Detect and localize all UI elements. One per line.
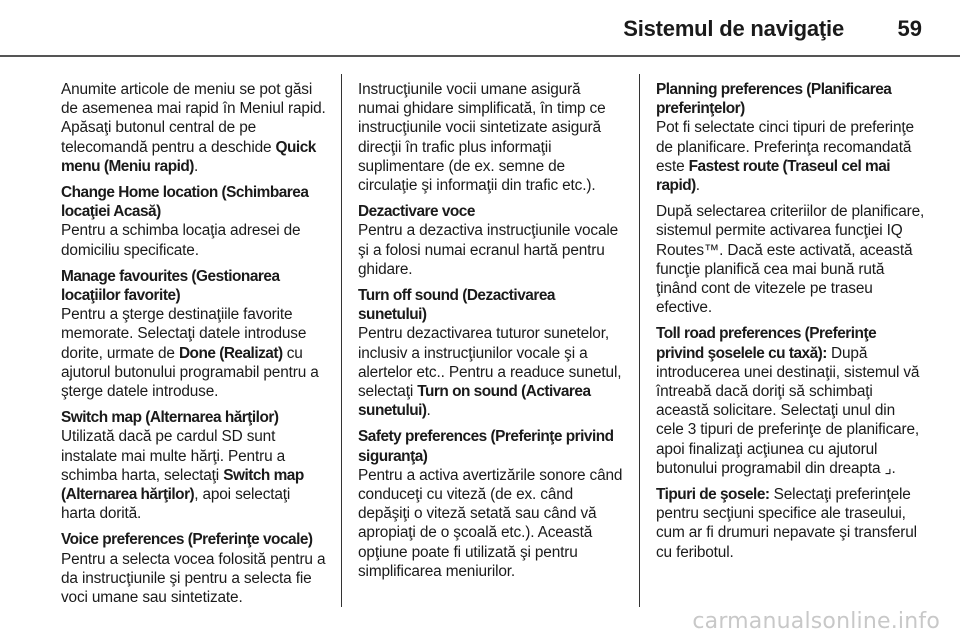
section-turn-off-sound: Turn off sound (Dezactivarea sunetului) Pentru dezactivarea tuturor sunetelor, inclusiv a instrucţiunilor vocale şi a alertelor etc.. Pentru a readuce sunetul, selectaţi Turn on sound (Activarea sunetului). [358,286,624,420]
column-3 [656,80,926,569]
section-heading: Voice preferences (Preferinţe vocale) [61,531,313,549]
section-heading: Planning preferences (Planificarea preferinţelor) [656,81,892,118]
page-header [0,0,960,56]
section-manage-favourites: Manage favourites (Gestionarea locaţiilor favorite) Pentru a şterge destinaţiile favorite memorate. Selectaţi datele introduse dorite, urmate de Done (Realizat) cu ajutorul butonului programabil pentru a şterge datele introduse. [61,267,326,401]
intro-paragraph: Anumite articole de meniu se pot găsi de asemenea mai rapid în Meniul rapid. Apăsaţi butonul central de pe telecomandă pentru a deschide Quick menu (Meniu rapid). [61,81,326,175]
page-title: Sistemul de navigaţie [623,16,844,41]
column-1 [61,80,326,614]
section-heading: Switch map (Alternarea hărţilor) [61,409,279,427]
section-voice-preferences: Voice preferences (Preferinţe vocale) Pentru a selecta vocea folosită pentru a da instrucţiunile şi pentru a selecta fie voci umane sau sintetizate. [61,531,326,607]
section-heading: Manage favourites (Gestionarea locaţiilor favorite) [61,267,280,305]
section-change-home: Change Home location (Schimbarea locaţiei Acasă) Pentru a schimba locaţia adresei de domiciliu specificate. [61,183,326,260]
quick-menu-term: Quick menu (Meniu rapid) [61,138,316,175]
header-rule [0,55,960,57]
column-divider-1 [341,74,342,607]
section-heading: Change Home location (Schimbarea locaţiei Acasă) [61,184,309,221]
section-switch-map: Switch map (Alternarea hărţilor) Utilizată dacă pe cardul SD sunt instalate mai multe hărţi. Pentru a schimba harta, selectaţi Switch map (Alternarea hărţilor), apoi selectaţi harta dorită. [61,408,326,523]
section-heading: Safety preferences (Preferinţe privind siguranţa) [358,428,614,465]
section-heading: Turn off sound (Dezactivarea sunetului) [358,287,555,324]
voice-intro-paragraph: Instrucţiunile vocii umane asigură numai ghidare simplificată, în timp ce instrucţiunile vocii sintetizate asigură direcţii în trafic plus informaţii suplimentare (de ex. semne de circulaţie şi informaţii din trafic etc.). [358,81,606,195]
section-heading: Tipuri de şosele: [656,486,770,504]
section-safety-preferences: Safety preferences (Preferinţe privind siguranţa) Pentru a activa avertizările sonore când conduceţi cu viteză (de ex. când depăşiţi o viteză setată sau când vă apropiaţi de o şcoală etc.). Această opţiune poate fi utilizată şi pentru simplificarea meniurilor. [358,428,623,580]
section-heading: Dezactivare voce [358,203,475,221]
column-divider-2 [639,74,640,607]
section-road-types: Tipuri de şosele: Selectaţi preferinţele pentru secţiuni specifice ale traseului, cum ar fi drumuri nepavate şi transferul cu feribotul. [656,486,917,561]
iq-routes-paragraph: După selectarea criteriilor de planificare, sistemul permite activarea funcţiei IQ Routes™. Dacă este activată, această funcţie planifică cea mai bună rută ţinând cont de vitezele pe traseu efective. [656,203,925,317]
section-disable-voice: Dezactivare voce Pentru a dezactiva instrucţiunile vocale şi a folosi numai ecranul hartă pentru ghidare. [358,202,624,279]
watermark: carmanualsonline.info [692,609,940,634]
section-planning-preferences: Planning preferences (Planificarea preferinţelor) Pot fi selectate cinci tipuri de preferinţe de planificare. Preferinţa recomandată este Fastest route (Traseul cel mai rapid). [656,80,926,195]
section-heading: Toll road preferences (Preferinţe privind şoselele cu taxă): [656,325,877,362]
page-number: 59 [897,16,922,41]
section-toll-road-preferences: Toll road preferences (Preferinţe privind şoselele cu taxă): După introducerea unei destinaţii, sistemul vă întreabă dacă doriţi să schimbaţi această solicitare. Selectaţi unul din cele 3 tipuri de preferinţe de planificare, apoi finalizaţi acţiunea cu ajutorul butonului programabil din dreapta ⌟. [656,325,920,477]
column-2 [358,80,624,588]
